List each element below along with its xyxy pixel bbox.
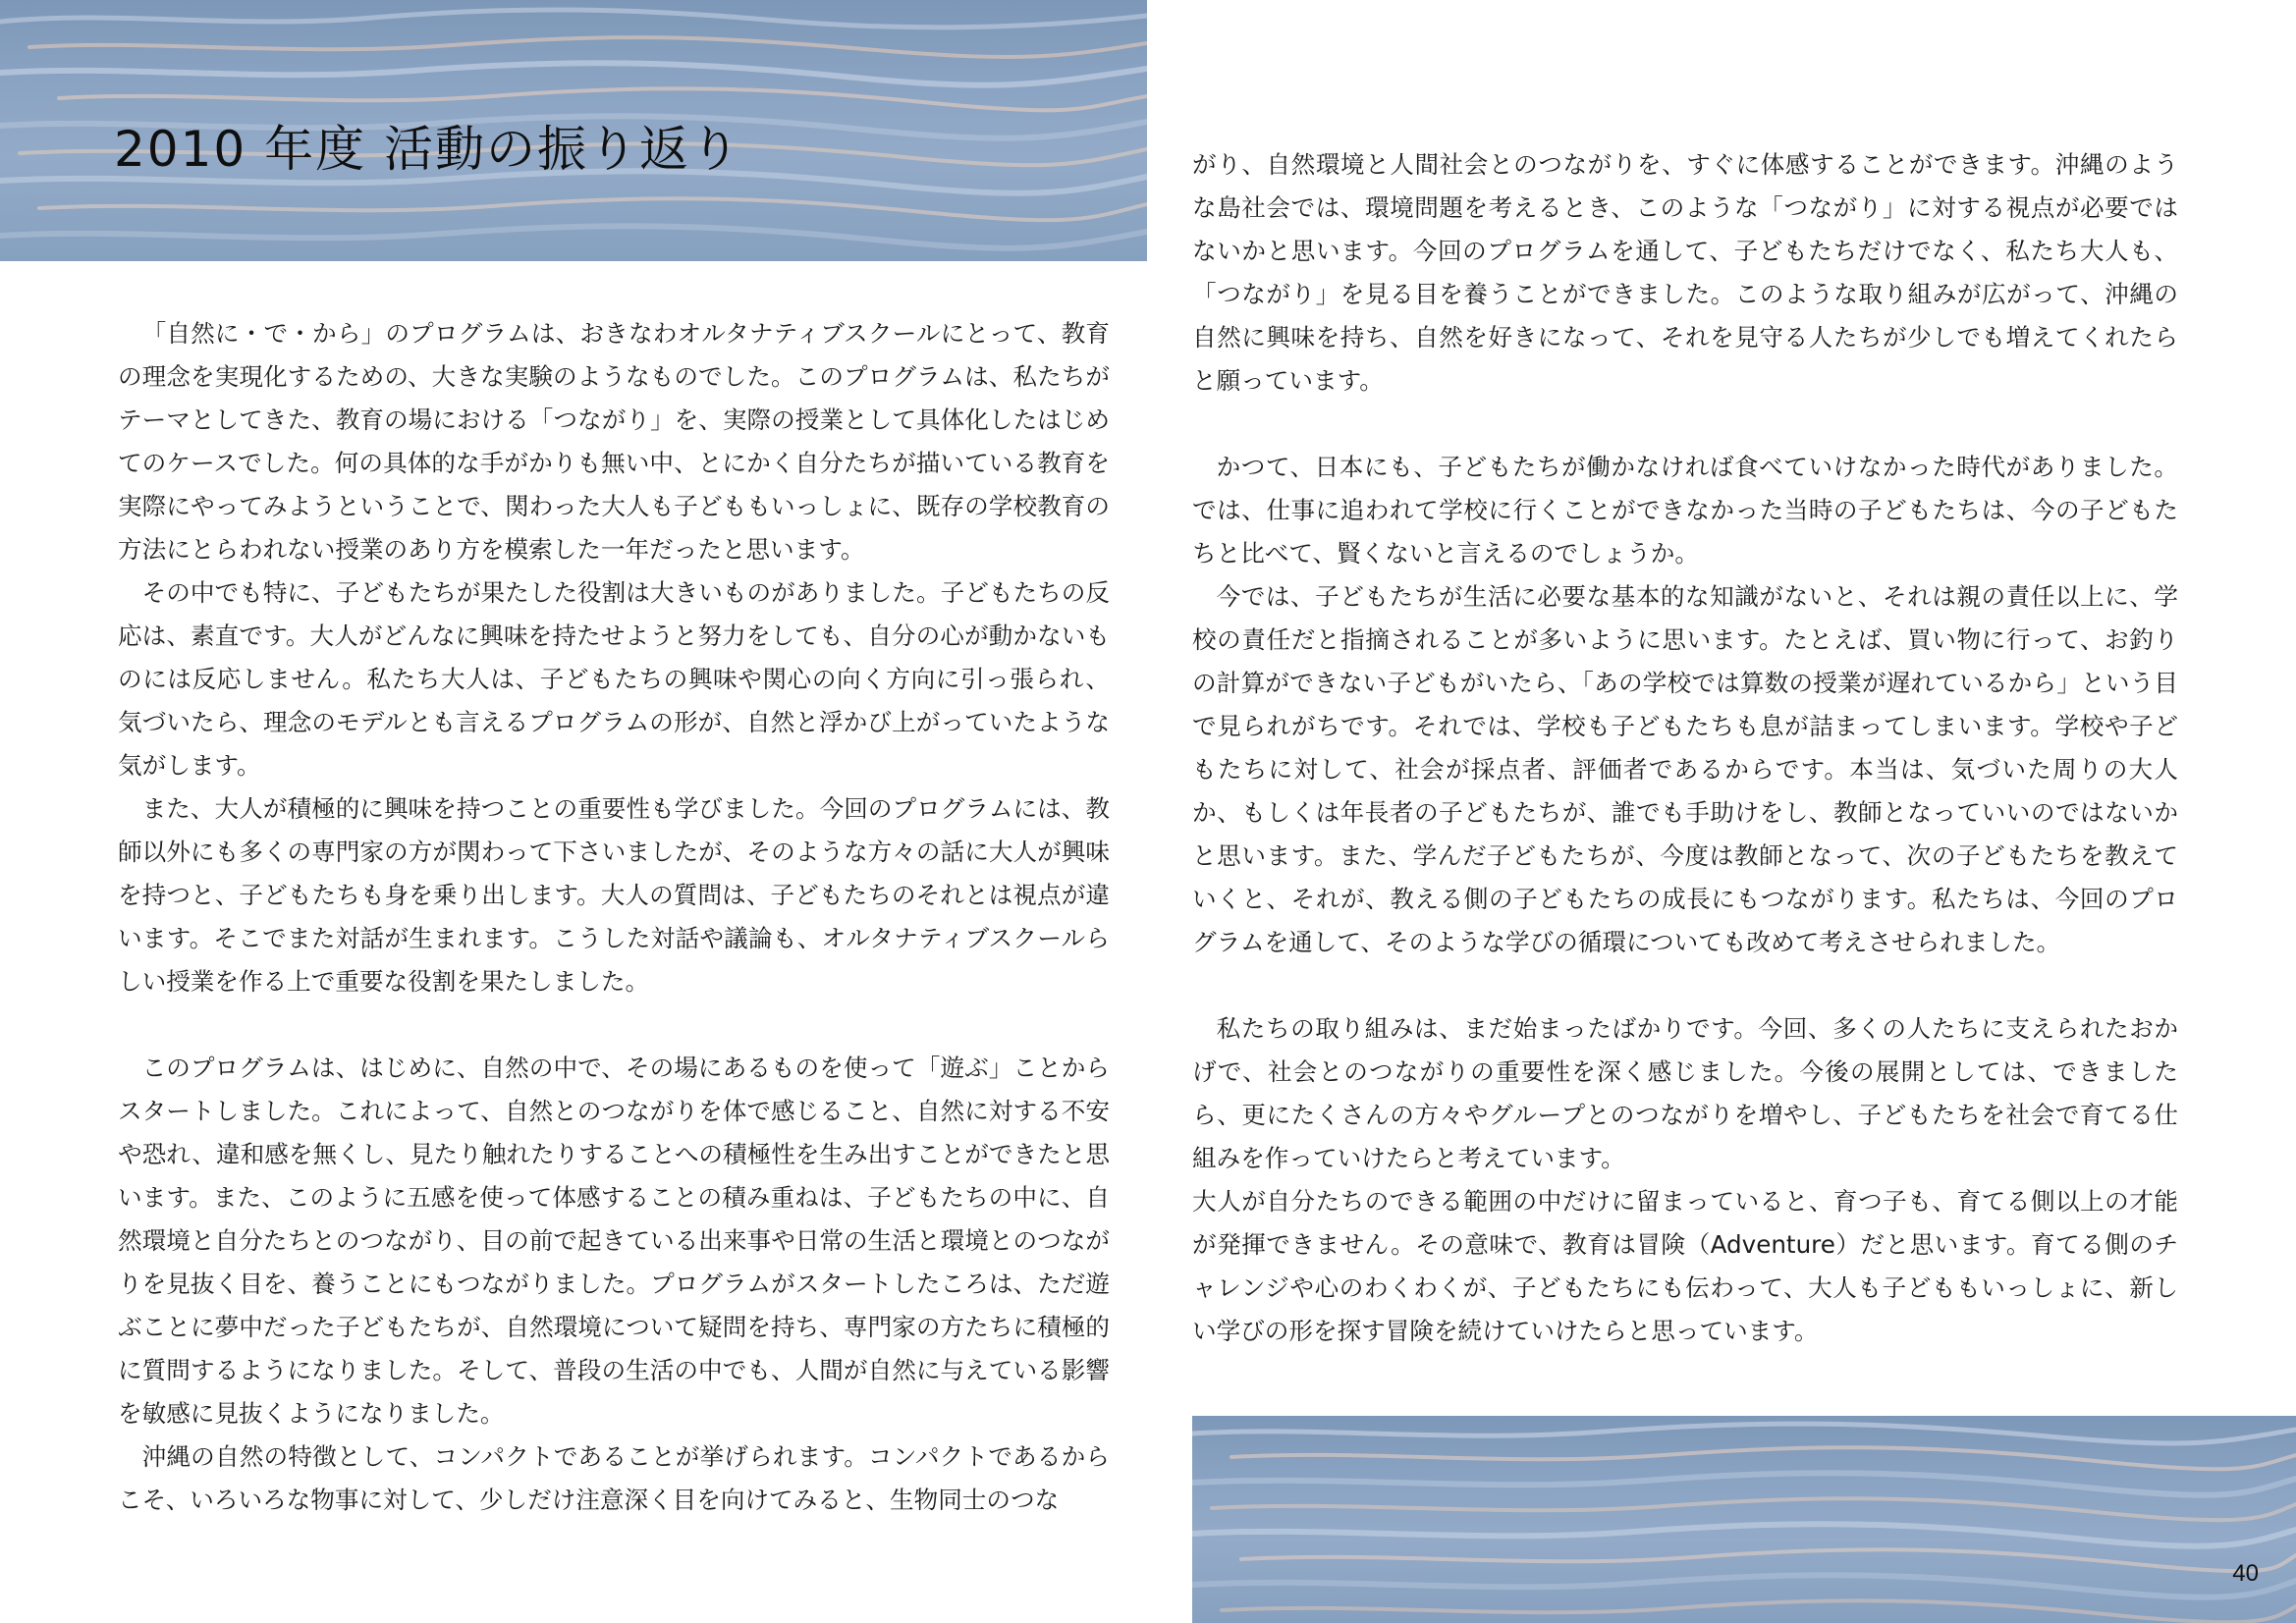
water-banner-bottom	[1192, 1416, 2296, 1623]
body-paragraph: かつて、日本にも、子どもたちが働かなければ食べていけなかった時代がありました。では、仕事に追われて学校に行くことができなかった当時の子どもたちは、今の子どもたちと比べて、賢くないと言えるのでしょうか。	[1192, 453, 2178, 568]
body-paragraph: その中でも特に、子どもたちが果たした役割は大きいものがありました。子どもたちの反応は、素直です。大人がどんなに興味を持たせようと努力をしても、自分の心が動かないものには反応しません。私たち大人は、子どもたちの興味や関心の向く方向に引っ張られ、気づいたら、理念のモデルとも言えるプログラムの形が、自然と浮かび上がっていたような気がします。	[118, 578, 1110, 780]
body-paragraph: がり、自然環境と人間社会とのつながりを、すぐに体感することができます。沖縄のような島社会では、環境問題を考えるとき、このような「つながり」に対する視点が必要ではないかと思います。今回のプログラムを通して、子どもたちだけでなく、私たち大人も、「つながり」を見る目を養うことができました。このような取り組みが広がって、沖縄の自然に興味を持ち、自然を好きになって、それを見守る人たちが少しでも増えてくれたらと願っています。	[1192, 150, 2178, 395]
body-paragraph: このプログラムは、はじめに、自然の中で、その場にあるものを使って「遊ぶ」ことからスタートしました。これによって、自然とのつながりを体で感じること、自然に対する不安や恐れ、違和感を無くし、見たり触れたりすることへの積極性を生み出すことができたと思います。また、このように五感を使って体感することの積み重ねは、子どもたちの中に、自然環境と自分たちとのつながり、目の前で起きている出来事や日常の生活と環境とのつながりを見抜く目を、養うことにもつながりました。プログラムがスタートしたころは、ただ遊ぶことに夢中だった子どもたちが、自然環境について疑問を持ち、専門家の方たちに積極的に質問するようになりました。そして、普段の生活の中でも、人間が自然に与えている影響を敏感に見抜くようになりました。	[118, 1054, 1110, 1428]
body-paragraph: 私たちの取り組みは、まだ始まったばかりです。今回、多くの人たちに支えられたおかげで、社会とのつながりの重要性を深く感じました。今後の展開としては、できましたら、更にたくさんの方々やグループとのつながりを増やし、子どもたちを社会で育てる仕組みを作っていけたらと考えています。	[1192, 1014, 2178, 1172]
body-paragraph: 今では、子どもたちが生活に必要な基本的な知識がないと、それは親の責任以上に、学校の責任だと指摘されることが多いように思います。たとえば、買い物に行って、お釣りの計算ができない子どもがいたら、「あの学校では算数の授業が遅れているから」という目で見られがちです。それでは、学校も子どもたちも息が詰まってしまいます。学校や子どもたちに対して、社会が採点者、評価者であるからです。本当は、気づいた周りの大人か、もしくは年長者の子どもたちが、誰でも手助けをし、教師となっていいのではないかと思います。また、学んだ子どもたちが、今度は教師となって、次の子どもたちを教えていくと、それが、教える側の子どもたちの成長にもつながります。私たちは、今回のプログラムを通して、そのような学びの循環についても改めて考えさせられました。	[1192, 582, 2179, 956]
body-paragraph: 大人が自分たちのできる範囲の中だけに留まっていると、育つ子も、育てる側以上の才能が発揮できません。その意味で、教育は冒険（Adventure）だと思います。育てる側のチャレンジや心のわくわくが、子どもたちにも伝わって、大人も子どももいっしょに、新しい学びの形を探す冒険を続けていけたらと思っています。	[1192, 1187, 2178, 1345]
water-ripples-image	[1192, 1416, 2296, 1623]
body-paragraph: 沖縄の自然の特徴として、コンパクトであることが挙げられます。コンパクトであるからこそ、いろいろな物事に対して、少しだけ注意深く目を向けてみると、生物同士のつな	[118, 1442, 1110, 1514]
body-paragraph: また、大人が積極的に興味を持つことの重要性も学びました。今回のプログラムには、教師以外にも多くの専門家の方が関わって下さいましたが、そのような方々の話に大人が興味を持つと、子どもたちも身を乗り出します。大人の質問は、子どもたちのそれとは視点が違います。そこでまた対話が生まれます。こうした対話や議論も、オルタナティブスクールらしい授業を作る上で重要な役割を果たしました。	[118, 794, 1110, 996]
right-text-column	[1192, 143, 2178, 1353]
page-title: 2010 年度 活動の振り返り	[114, 121, 742, 178]
left-text-column	[118, 312, 1110, 1522]
body-paragraph: 「自然に・で・から」のプログラムは、おきなわオルタナティブスクールにとって、教育の理念を実現化するための、大きな実験のようなものでした。このプログラムは、私たちがテーマとしてきた、教育の場における「つながり」を、実際の授業として具体化したはじめてのケースでした。何の具体的な手がかりも無い中、とにかく自分たちが描いている教育を実際にやってみようということで、関わった大人も子どももいっしょに、既存の学校教育の方法にとらわれない授業のあり方を模索した一年だったと思います。	[118, 319, 1110, 564]
page-number: 40	[2232, 1560, 2259, 1587]
